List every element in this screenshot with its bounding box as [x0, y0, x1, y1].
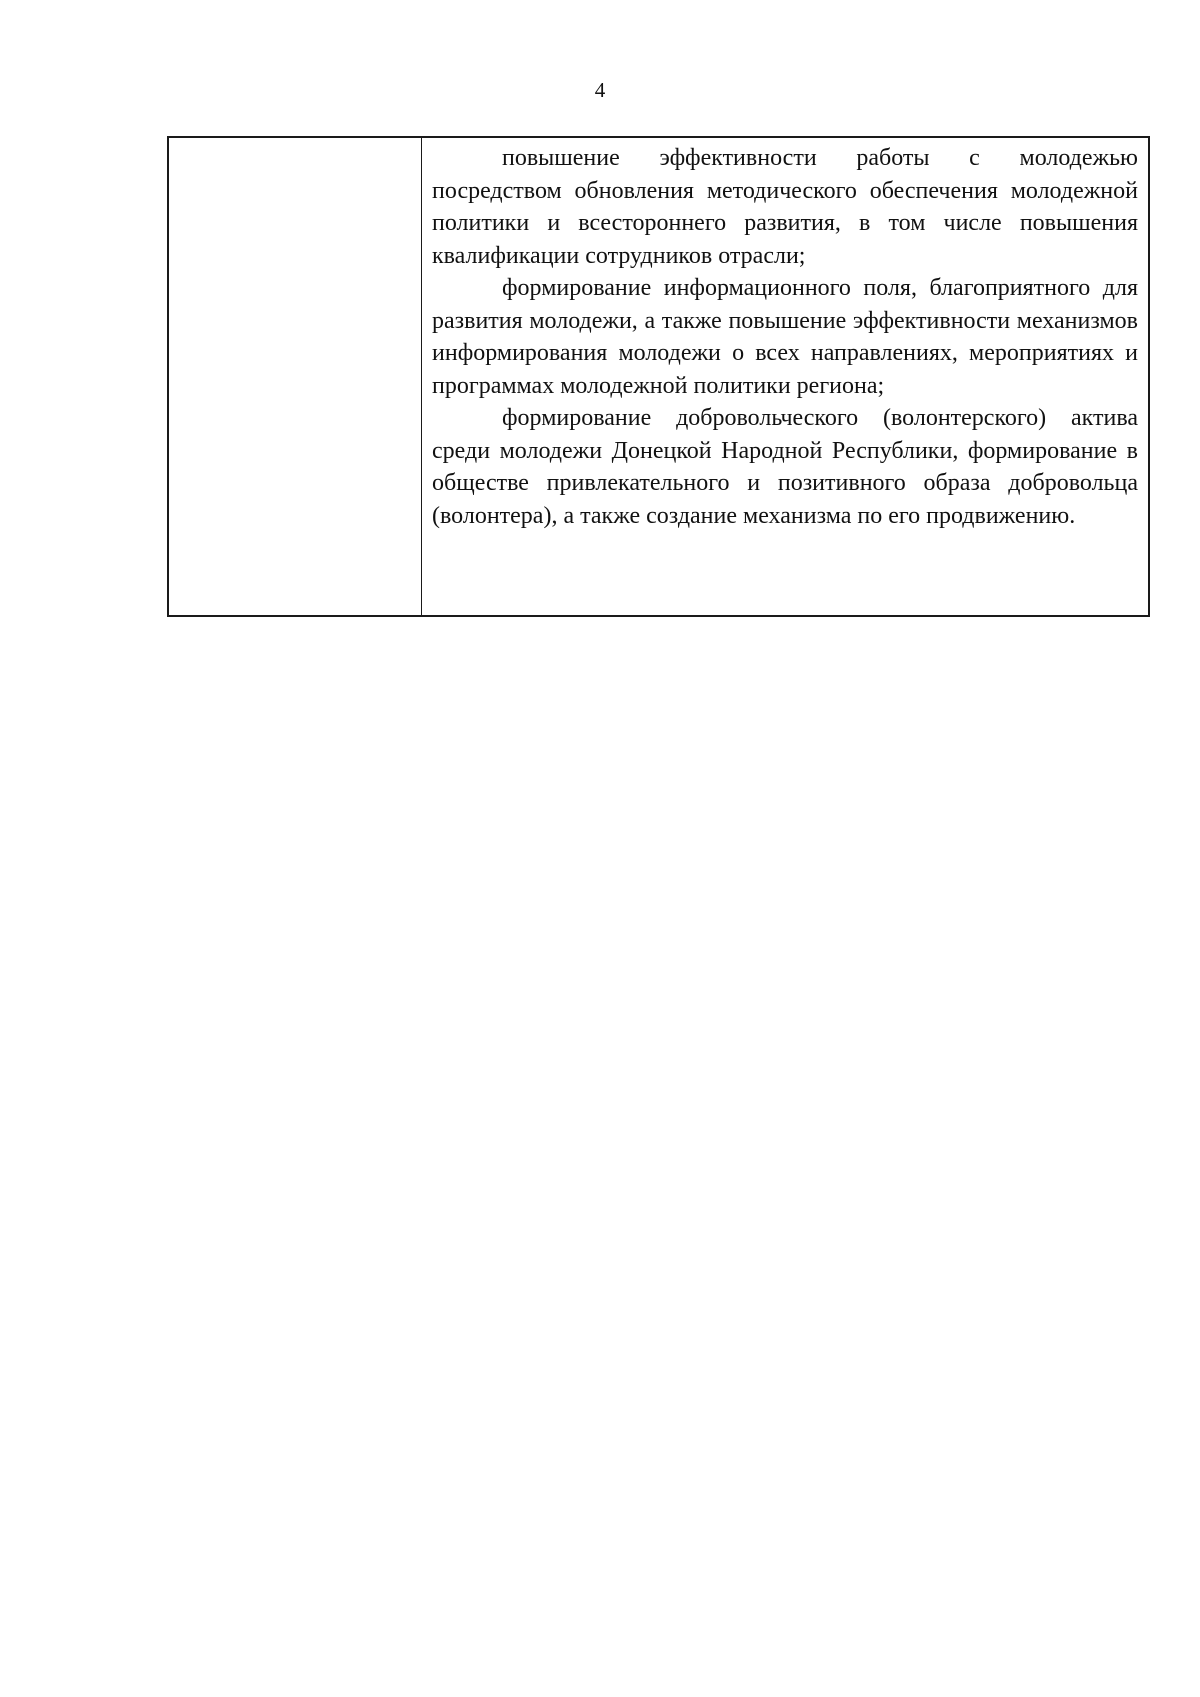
- paragraph-methodical-support: повышение эффективности работы с молодежью посредством обновления методического обеспечения молодежной политики и всестороннего развития, в том числе повышения квалификации сотрудников отрасли;: [432, 145, 1138, 269]
- table-left-cell: [169, 138, 422, 615]
- paragraph-information-field: формирование информационного поля, благоприятного для развития молодежи, а также повышение эффективности механизмов информирования молодежи о всех направлениях, мероприятиях и программах молодежной политики региона;: [432, 275, 1138, 399]
- table-right-cell: [422, 138, 1148, 615]
- paragraph-volunteer-asset: формирование добровольческого (волонтерского) актива среди молодежи Донецкой Народной Республики, формирование в обществе привлекательного и позитивного образа добровольца (волонтера), а также создание механизма по его продвижению.: [432, 405, 1138, 529]
- content-table: [167, 136, 1150, 617]
- page-number: 4: [594, 78, 606, 102]
